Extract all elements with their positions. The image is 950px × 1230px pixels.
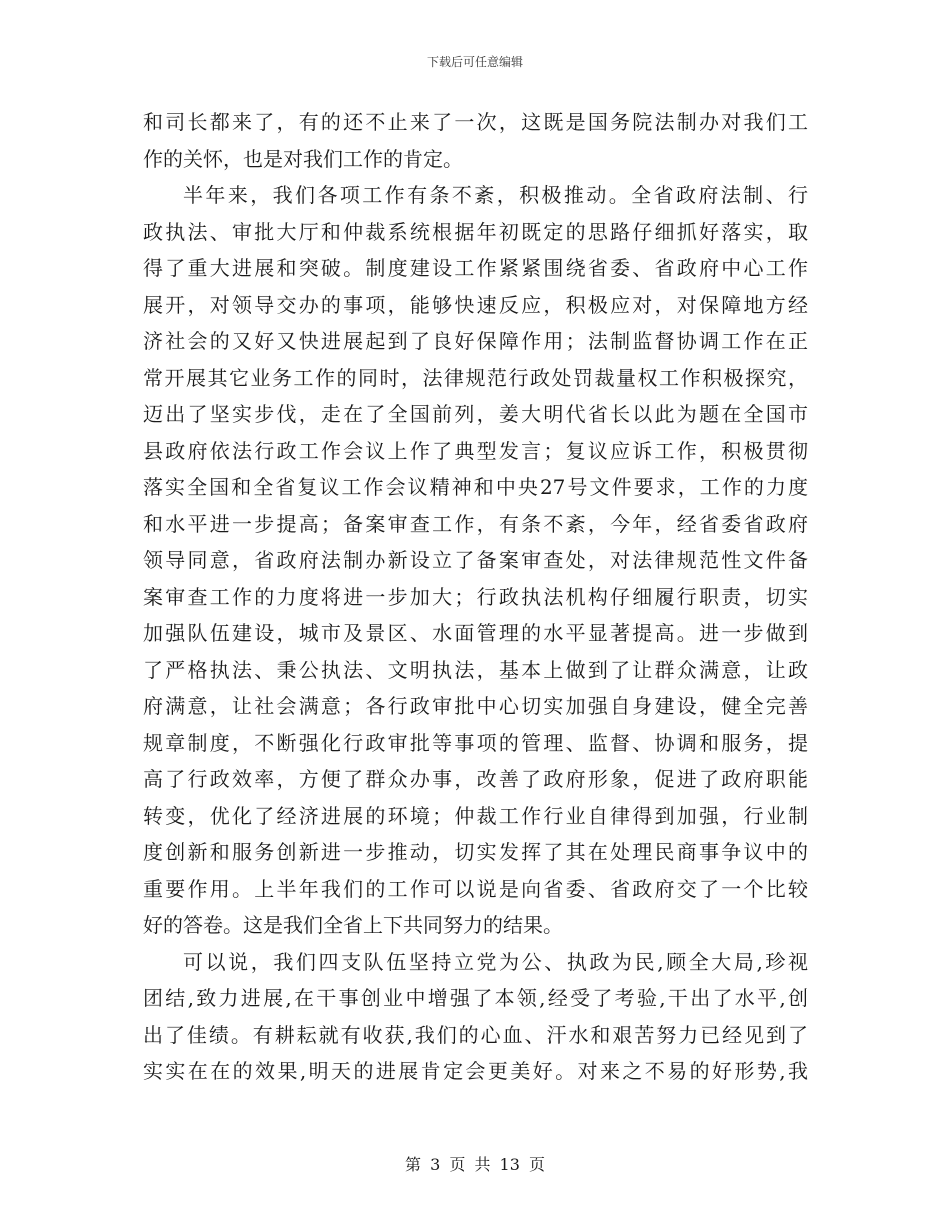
text-line: 可以说，我们四支队伍坚持立党为公、执政为民,顾全大局,珍视 (183, 949, 808, 974)
text-line: 度创新和服务创新进一步推动，切实发挥了其在处理民商事争议中的 (143, 840, 808, 864)
text-line: 了严格执法、秉公执法、文明执法，基本上做到了让群众满意，让政 (143, 657, 808, 682)
text-line: 常开展其它业务工作的同时，法律规范行政处罚裁量权工作积极探究， (143, 365, 808, 390)
text-line: 和水平进一步提高；备案审查工作，有条不紊，今年，经省委省政府 (143, 511, 808, 536)
text-line: 案审查工作的力度将进一步加大；行政执法机构仔细履行职责，切实 (143, 584, 808, 609)
text-line: 展开，对领导交办的事项，能够快速反应，积极应对，对保障地方经 (143, 292, 808, 317)
text-line: 规章制度，不断强化行政审批等事项的管理、监督、协调和服务，提 (143, 730, 808, 755)
text-line: 县政府依法行政工作会议上作了典型发言；复议应诉工作，积极贯彻 (143, 438, 808, 463)
text-line: 实实在在的效果,明天的进展肯定会更美好。对来之不易的好形势,我 (143, 1059, 808, 1083)
body-text (143, 104, 808, 1090)
text-line: 重要作用。上半年我们的工作可以说是向省委、省政府交了一个比较 (143, 876, 808, 901)
text-line: 落实全国和全省复议工作会议精神和中央27号文件要求，工作的力度 (143, 475, 808, 499)
text-line: 政执法、审批大厅和仲裁系统根据年初既定的思路仔细抓好落实，取 (143, 219, 808, 244)
text-line: 团结,致力进展,在干事创业中增强了本领,经受了考验,干出了水平,创 (143, 986, 808, 1010)
page-footer: 第 3 页 共 13 页 (405, 1155, 545, 1174)
page-header: 下载后可任意编辑 (426, 55, 523, 69)
text-line: 好的答卷。这是我们全省上下共同努力的结果。 (143, 913, 563, 937)
text-line: 出了佳绩。有耕耘就有收获,我们的心血、汗水和艰苦努力已经见到了 (143, 1022, 808, 1047)
text-line: 迈出了坚实步伐，走在了全国前列，姜大明代省长以此为题在全国市 (143, 402, 808, 426)
text-line: 府满意，让社会满意；各行政审批中心切实加强自身建设，健全完善 (143, 694, 808, 718)
text-line: 济社会的又好又快进展起到了良好保障作用；法制监督协调工作在正 (143, 329, 808, 353)
text-line: 得了重大进展和突破。制度建设工作紧紧围绕省委、省政府中心工作 (143, 256, 808, 280)
text-line: 领导同意，省政府法制办新设立了备案审查处，对法律规范性文件备 (143, 548, 808, 572)
text-line: 转变，优化了经济进展的环境；仲裁工作行业自律得到加强，行业制 (143, 803, 808, 828)
text-line: 高了行政效率，方便了群众办事，改善了政府形象，促进了政府职能 (143, 767, 808, 791)
text-line: 作的关怀，也是对我们工作的肯定。 (143, 146, 463, 171)
text-line: 和司长都来了，有的还不止来了一次，这既是国务院法制办对我们工 (143, 110, 808, 134)
text-line: 半年来，我们各项工作有条不紊，积极推动。全省政府法制、行 (183, 183, 808, 207)
text-line: 加强队伍建设，城市及景区、水面管理的水平显著提高。进一步做到 (143, 621, 808, 645)
